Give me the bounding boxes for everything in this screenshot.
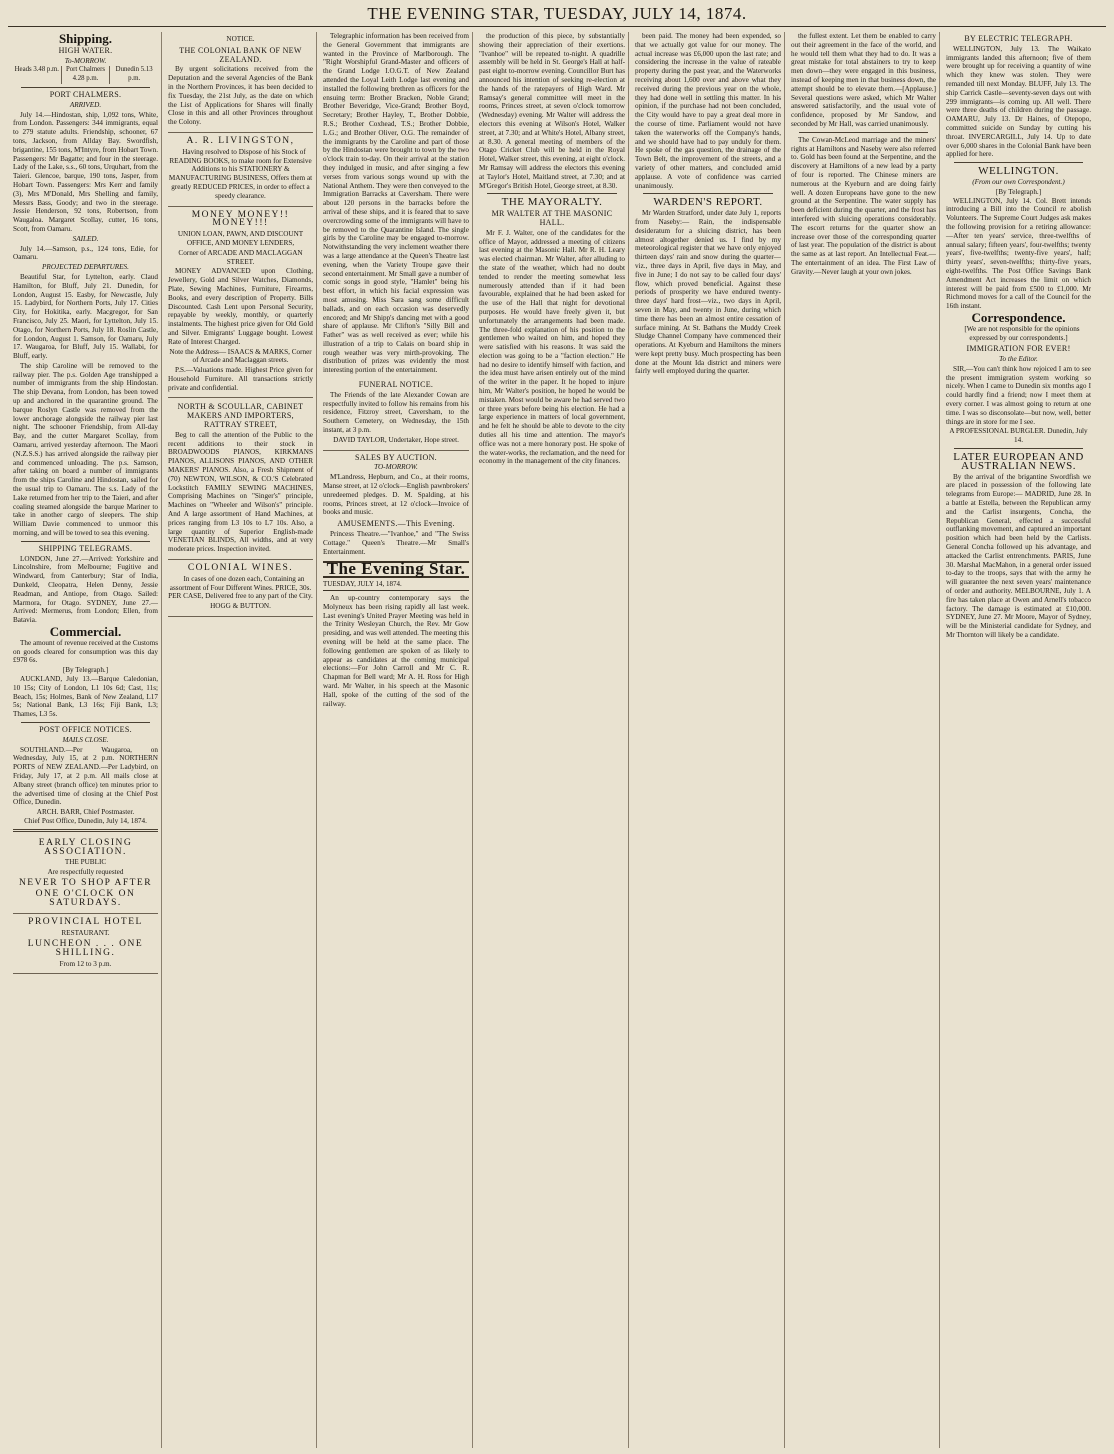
colonial-wines-title: COLONIAL WINES.: [187, 563, 294, 574]
colonial-bank-ad: [168, 32, 313, 133]
wellington-heading: WELLINGTON.: [978, 165, 1059, 178]
column-1: [10, 32, 162, 1448]
correspondence-note: [We are not responsible for the opinions expressed by our correspondents.]: [964, 324, 1080, 342]
wardens-continued: The Cowan-McLeod marriage and the miners' rights at Hamiltons and Naseby were also referred to. Gold has been found at the Serpentine, and the discovery at Hamiltons of a new lead by a party of four is reported. The Chinese miners are numerous at the Kyeburn and are doing fairly well. A dozen Europeans have gone to the new ground at the Serpentine. The water supply has been deficient during the quarter, and the frost has interfered with sluicing operations considerably. The escort returns for the quarter show an increase over those of the corresponding quarter of last year. The population of the district is about the same as at last report. An Intellectual Feat.—The entertainment of an idea. The First Law of Gravity.—Never laugh at your own jokes.: [791, 135, 936, 276]
provincial-hotel-title: PROVINCIAL HOTEL: [28, 917, 143, 928]
column-2: [165, 32, 317, 1448]
correspondence-heading: Correspondence.: [971, 309, 1066, 325]
tide-heads: Heads 3.48 p.m.: [13, 66, 62, 84]
own-correspondent: (From our own Correspondent.): [972, 177, 1065, 186]
mayoralty-continued: been paid. The money had been expended, so that we actually got value for our money. The actual increase was £6,000 upon the last rate; and considering the increase in the value of rateable property during the past year, and the Waterworks receiving about 1,600 over and above what they received during the previous year on the whole, they had done well in settling this matter. In his opinion, if the purchase had not been concluded, the City would have to pay a great deal more in the course of time. Parliament would not have taken the waterworks off the Company's hands, and we should have had to pay unduly for them. He spoke of the gas question, the drainage of the Town Belt, the improvement of the streets, and a variety of other matters, and concluded amid applause. A vote of confidence was carried unanimously.: [635, 32, 781, 190]
column-3: [320, 32, 473, 1448]
ps-text: P.S.—Valuations made. Highest Price given for Household Furniture. All transactions strictly private and confidential.: [168, 366, 313, 392]
north-scoullar-text: Beg to call the attention of the Public to the recent additions to their stock in BROADWOODS PIANOS, KIRKMANS PIANOS, ALLISONS PIANOS, AND OTHER MAKERS' PIANOS. Also, a Fresh Shipment of (70) NEWTON, WILSON, & CO.'S Celebrated Lockstitch FAMILY SEWING MACHINES, Comprising Machines on "Singer's" principle, Machines on "Wheeler and Wilson's" principle. And A large assortment of Hand Machines, at prices ranging from L3 10s to L7 10s. Also, a large quantity of Superior English-made VENETIAN BLINDS, All widths, and at very moderate prices. Inspection invited.: [168, 430, 313, 554]
money-ad: [168, 207, 313, 399]
mayoralty-text: Mr F. J. Walter, one of the candidates for the office of Mayor, addressed a meeting of citizens last evening at the Masonic Hall. Mr R. H. Leary was elected chairman. Mr Walter, after alluding to the state of the weather, which had no doubt tended to render the meeting somewhat less numerously attended than if it had been favourable, explained that he had been asked for the use of the Hall that night for devotional purposes. He would have freely given it, but unfortunately the arrangements had been made. The three-fold explanation of his position to the gentlemen who waited on him, and hoped they were satisfied with his reasons. It was said the election was going to be a "faction election." He had no desire to identify himself with faction, and the idea must have arisen entirely out of the mind of the writer in the paper. It he hoped to injure him, Mr Walter's position, he hoped he would be mistaken. Most would be aware he had served two or three years before being his election. He had a large experience in matters of local government, and he felt he should be able to devote to the city duties all his time and attention. The mayor's office was not a mere honorary post. He spoke of the water-works, the reclamation, and the need for economy in the management of the city finances.: [479, 228, 625, 466]
wellington-text: WELLINGTON, July 14. Col. Brett intends introducing a Bill into the Council re abolish Volunteers. The Supreme Court Judges ask makes the following provision for a retiring allowance:—After ten years' service, three-twelfths of annual salary; fifteen years', four-twelfths; twenty years', five-twelfths; twenty-five years', half; thirty years', seven-twelfths; thirty-five years, eight-twelfths. The Post Office Savings Bank Amendment Act increases the limit on which interest will be paid from £500 to £1,000. Mr Richmond moves for a call of the Council for the 16th instant.: [946, 196, 1091, 311]
wardens-report-text: Mr Warden Stratford, under date July 1, reports from Naseby:— Rain, the indispensable desideratum for a sluicing district, has been almost altogether denied us. I find by my meteorological register that we have only enjoyed thirteen days' rain and snow during the quarter—viz., three days in April, five days in May, and five in June; I do not say to be called four days' flow, which proved beneficial. Against these periods of prosperity we have endured twenty-three days' hard frost—viz., two days in April, seven in May, and twenty in June, during which time there has been an almost entire cessation of surface mining. At St. Bathans the Muddy Creek Sludge Channel Company have commenced their operations. At Kyeburn and Hamiltons the miners were kept pretty busy. Much prospecting has been done at the Mount Ida district and miners were fairly well employed during the quarter.: [635, 209, 781, 376]
commercial-telegram: AUCKLAND, July 13.—Barque Caledonian, 10 15s; City of London, L1 10s 6d; Cast, 11s; Beach, 15s; Holmes, Bank of New Zealand, L17 5s; National Bank, L3 16s; Fiji Bank, L3; Thames, L3 5s.: [13, 674, 158, 719]
notice-label: NOTICE.: [226, 35, 255, 43]
funeral-notice: [323, 376, 469, 451]
divider: [954, 448, 1083, 449]
public-line: THE PUBLIC: [64, 858, 107, 867]
colonial-bank-title: THE COLONIAL BANK OF NEW ZEALAND.: [179, 45, 302, 64]
requested-line: Are respectfully requested: [47, 868, 124, 877]
page-masthead: THE EVENING STAR, TUESDAY, JULY 14, 1874.: [8, 0, 1106, 27]
provincial-hotel-ad: [13, 914, 158, 974]
telegraph-text: WELLINGTON, July 13. The Waikato immigrants landed this afternoon; five of them were brought up for receiving a quantity of wine which they knew was stolen. They were remanded till next Monday. BLUFF, July 13. The ship Carrick Castle—seventy-seven days out with 299 immigrants—is coming up. All well. There were three deaths of children during the passage. OAMARU, July 13. Dr Haines, of Otepopo, committed suicide on Sunday by cutting his throat. INVERCARGILL, July 14. Up to date over 6,000 shares in the Colonial Bank have been applied for here.: [946, 44, 1091, 159]
divider: [954, 162, 1083, 163]
livingston-title: A. R. LIVINGSTON,: [186, 135, 295, 146]
projected-label: PROJECTED DEPARTURES.: [42, 263, 129, 272]
later-news-text: By the arrival of the brigantine Swordfish we are placed in possession of the following late telegrams from Europe:— MADRID, June 28. In a battle at Estella, between the Republican army and the Carlist insurgents, Concha, the Republican General, effected a successful outflanking movement, and captured an important position which had been held by the Carlists. General Concha followed up his advantage, and attacked the Carlist entrenchments. PARIS, June 30. Marshal MacMahon, in a general order issued to-day to the troops, says that with the army he will guarantee the next seven years' maintenance of order and authority. MELBOURNE, July 1. A fire has taken place at Owen and Arnell's tobacco factory. The damage is estimated at £10,000. SYDNEY, June 27. Mr Moore, Mayor of Sydney, will be the Ministerial candidate for Sydney, and Mr Thornton will likely be a candidate.: [946, 472, 1091, 639]
local-news-1: Telegraphic information has been received from the General Government that immigrants are wanted in the Province of Marlborough. The "Right Worshipful Grand-Master and officers of the Grand Lodge I.O.G.T. of New Zealand attended the Loyal Leith Lodge last evening and installed the following brethren as officers for the ensuing term: Brother Bracken, Noble Grand; Brother Beveridge, Vice-Grand; Brother Boyd, Secretary; Brother Hayley, T., Brother Dobbie, R.S.; Brother Coxhead, T.S.; Brother Dobbie, L.G.; and Brother Oliver, O.G. The remainder of the immigrants by the Caroline and part of those by the Hindostan were brought to town by the two o'clock train to-day. On their arrival at the station they indulged in music, and after singing a few verses from various songs wound up with the National Anthem. They were then conveyed to the Immigration Barracks at Caversham. There were about 120 persons in the barracks before the arrival of these ships, and it is feared that to save overcrowding some of the immigrants will have to be removed to the Quarantine Island. The single girls by the Caroline may be engaged to-morrow. Notwithstanding the very inclement weather there was a large attendance at the Queen's Theatre last evening, when the Variety Troupe gave their second entertainment. Mr Small gave a number of comic songs in good style, "Hamlet" being his best effort, in which his facial expression was most amusing. Miss Sara sang some difficult ballads, and on each occasion was deservedly encored; and Mr Shipp's dancing met with a good share of applause. Mr Clifton's "Silly Bill and Father" was as well received as ever; while his illustration of a trip to Calais on board ship in rough weather was very mirth-provoking. The distribution of prizes was evidently the most interesting portion of the entertainment.: [323, 32, 469, 375]
column-4: [476, 32, 629, 1448]
livingston-text: Having resolved to Dispose of his Stock of READING BOOKS, to make room for Extensive Additions to his STATIONERY & MANUFACTURING BUSINESS, Offers them at greatly REDUCED PRICES, in order to effect a speedy clearance.: [168, 147, 313, 200]
colonial-wines-text: In cases of one dozen each, Containing an assortment of Four Different Wines. PRICE, 30s. PER CASE, Delivered free to any part of the City.: [168, 574, 313, 601]
shipping-telegrams-heading: SHIPPING TELEGRAMS.: [38, 543, 133, 553]
union-loan-line: UNION LOAN, PAWN, AND DISCOUNT OFFICE, AND MONEY LENDERS,: [177, 230, 304, 247]
divider: [21, 541, 150, 542]
walter-continued: the fullest extent. Let them be enabled to carry out their agreement in the face of the world, and he would tell them what they had to do. It was a great mistake for total abstainers to try to keep men down—they were engaged in this business, instead of keeping men in that business down, the attempt should be to elevate them.—[Applause.] Several questions were asked, which Mr Walter answered satisfactorily, and the usual vote of confidence, proposed by Mr Sandow, and seconded by Mr Hall, was carried unanimously.: [791, 32, 936, 128]
dateline: [323, 580, 469, 591]
corner-line: Corner of ARCADE AND MACLAGGAN STREET.: [178, 248, 303, 266]
early-closing-title: EARLY CLOSING ASSOCIATION.: [38, 837, 133, 857]
hours-line: From 12 to 3 p.m.: [59, 959, 112, 968]
arrived-label: ARRIVED.: [69, 100, 102, 109]
local-news-2: An up-country contemporary says the Molyneux has been rising rapidly all last week. Last evening's United Prayer Meeting was held in the Trinity Wesleyan Church, the Rev. Mr Gow presiding, and was well attended. The meeting this evening will be held at the same place. The following gentlemen are spoken of as likely to appear as candidates at the coming municipal elections:—For John Carroll and Mr C. R. Chapman for Bell ward; Mr A. H. Ross for High ward. Mr Walter, in his speech at the Masonic Hall, spoke of the cutting of the sod of the railway.: [323, 594, 469, 708]
arrived-text: July 14.—Hindostan, ship, 1,092 tons, White, from London. Passengers: 344 immigrants, equal to 279 statute adults. Friendship, schooner, 67 tons, Jackson, from Allday Bay. Swordfish, brigantine, 155 tons, M'Intyre, from Hobart Town. Passengers: Mr Bagatte; and four in the steerage. Lady of the Lake, s.s., 60 tons, Urquhart, from the Taieri. Glencoe, barque, 190 tons, Jasper, from Hobart Town. Passengers: Mrs Kerr and family (3), Mrs M'Donald, Mrs Shelling and family, Messrs Bass, Goody; and two in the steerage. Jessie Henderson, 92 tons, Robertson, from Waugaloa. Margaret Scollay, cutter, 16 tons, Scott, from Oamaru.: [13, 110, 158, 233]
early-closing-ad: [13, 835, 158, 915]
immigration-heading: IMMIGRATION FOR EVER!: [966, 344, 1071, 354]
shipping-news: The ship Caroline will be removed to the railway pier. The p.s. Golden Age transhipped a number of immigrants from the ship Hindostan. The ship Devana, from London, has been towed up and anchored in the quarantine ground. The barque Roslyn Castle was removed from the lower anchorage alongside the railway pier last night. The schooner Friendship, from All-day Bay, and the cutter Margaret Scollay, from Oamaru, arrived yesterday afternoon. The Maori (N.Z.S.S.) has arrived alongside the railway pier and commenced unloading. The p.s. Samson, after taking on board a number of immigrants from the ships Caroline and Hindostan, sailed for the usual trip to Oamaru. The s.s. Lady of the Lake returned from her trip to the Taieri, and after coaling steamed alongside the barque Mariner to take in another cargo of sleepers. The ship William Davie commenced to unmoor this morning, and will be towed to sea this evening.: [13, 361, 158, 538]
masonic-hall-subheading: MR WALTER AT THE MASONIC HALL.: [491, 209, 613, 227]
undertaker-line: DAVID TAYLOR, Undertaker, Hope street.: [333, 435, 459, 444]
divider: [799, 132, 928, 133]
projected-text: Beautiful Star, for Lyttelton, early. Claud Hamilton, for Bluff, July 21. Dunedin, for London, August 15. Easby, for Newcastle, July 15. Ladybird, for Northern Ports, July 17. Cities City, for Hokitika, early. Macgregor, for San Francisco, July 25. Maori, for Lyttelton, July 15. Otago, for Northern Ports, July 18. Roslin Castle, for London, August 1. Samson, for Oamaru, July 17. Waugaroa, for Bluff, July 15. Wallabi, for Bluff, early.: [13, 272, 158, 361]
amusements-heading: AMUSEMENTS.—This Evening.: [337, 519, 455, 529]
column-7: [943, 32, 1094, 1448]
local-news-3: the production of this piece, by substantially showing their appreciation of their exertions. "Ivanhoe" will be repeated to-night. A quadrille assembly will be held in St. George's Hall at half-past eight to-morrow evening. Councillor Burt has announced his intention of seeking re-election at the hands of the ratepayers of High Ward. Mr Ramsay's general committee will meet in the rooms, Princes street, at seven o'clock tomorrow (Wednesday) evening. Mr Walter will address the electors this evening at Wilson's Hotel, Walker street, at 7.30; and at White's Hotel, Albany street, at 8.30. A general meeting of members of the Otago Cricket Club will be held in the Royal Hotel, Walker street, this evening, at eight o'clock. Mr Ramsay will address the electors this evening at Taylor's Hotel, Maitland street, at 7.30; and at M'Gregor's British Hotel, George street, at 8.30.: [479, 32, 625, 190]
hogg-button-line: HOGG & BUTTON.: [210, 602, 271, 611]
commercial-text: The amount of revenue received at the Customs on goods cleared for consumption was this day £978 6s.: [13, 638, 158, 665]
divider: [21, 87, 150, 88]
funeral-heading: FUNERAL NOTICE.: [358, 380, 434, 390]
never-shop-line: NEVER TO SHOP AFTER: [18, 877, 153, 888]
tide-table: [13, 66, 158, 84]
commercial-heading: Commercial.: [49, 624, 122, 639]
sailed-text: July 14.—Samson, p.s., 124 tons, Edie, for Oamaru.: [13, 244, 158, 262]
evening-star-flag: The Evening Star.: [323, 561, 469, 578]
mails-close-label: MAILS CLOSE.: [62, 735, 109, 744]
postmaster-signature: ARCH. BARR, Chief Postmaster.: [36, 808, 135, 817]
north-scoullar-title: NORTH & SCOULLAR, CABINET MAKERS AND IMPORTERS, RATTRAY STREET,: [177, 402, 304, 430]
restaurant-line: RESTAURANT.: [61, 929, 110, 938]
divider: [487, 193, 617, 194]
livingston-ad: [168, 133, 313, 207]
saturdays-line: ONE O'CLOCK ON SATURDAYS.: [35, 888, 136, 908]
dateline-date: TUESDAY, JULY 14, 1874.: [323, 580, 402, 589]
letter-signature: A PROFESSIONAL BURGLER. Dunedin, July 14.: [949, 427, 1088, 445]
shipping-heading: Shipping.: [58, 32, 113, 46]
port-heading: PORT CHALMERS.: [49, 89, 122, 99]
mayoralty-heading: THE MAYORALTY.: [501, 196, 603, 209]
sailed-label: SAILED.: [72, 234, 99, 243]
sales-heading: SALES BY AUCTION.: [355, 452, 437, 462]
post-office-date: Chief Post Office, Dunedin, July 14, 1874.: [24, 816, 147, 825]
sales-tomorrow: TO-MORROW.: [374, 463, 418, 472]
tide-dunedin: Dunedin 5.13 p.m.: [115, 66, 153, 83]
shipping-telegrams-text: LONDON, June 27.—Arrived: Yorkshire and Lincolnshire, from Melbourne; Fugitive and Windward, from Canterbury; Star of India, Dunkeld, Cleopatra, Helen Denny, Jessie Readman, and Antiope, from Otago. Sailed: Marmora, for Otago. SYDNEY, June 27.—Arrived: Mermerus, from London; Ellen, from Batavia.: [13, 554, 158, 625]
isaacs-marks-line: Note the Address— ISAACS & MARKS, Corner of Arcade and Maclaggan streets.: [169, 347, 312, 365]
luncheon-line: LUNCHEON . . . ONE SHILLING.: [27, 938, 144, 958]
by-telegraph-2: [By Telegraph.]: [995, 187, 1042, 196]
money-title: MONEY MONEY!! MONEY!!!: [191, 209, 290, 229]
colonial-wines-ad: [168, 560, 313, 617]
money-text: MONEY ADVANCED upon Clothing, Jewellery, Gold and Silver Watches, Diamonds, Plate, Sewing Machines, Furniture, Firearms, Books, and every description of Property. Bills Discounted. Cash Lent upon Personal Security, repayable by weekly, monthly, or quarterly instalments. The highest price given for Old Gold and Silver. Emigrants' Luggage bought. Lowest Rate of Interest Charged.: [168, 267, 313, 346]
ad-divider: [13, 829, 158, 832]
sales-text: M'Landress, Hepburn, and Co., at their rooms, Manse street, at 12 o'clock—English pawnbrokers' unredeemed pledges. D. M. Spalding, at his rooms, Princes street, at 12 o'clock—Invoice of books and music.: [323, 473, 469, 517]
high-water-heading: HIGH WATER.: [58, 45, 113, 55]
columns: [0, 27, 1114, 1448]
funeral-text: The Friends of the late Alexander Cowan are respectfully invited to follow his remains from his residence, Fitzroy street, Caversham, to the Southern Cemetery, on Wednesday, the 15th instant, at 3 p.m.: [323, 390, 469, 435]
north-scoullar-ad: [168, 398, 313, 560]
later-news-heading: LATER EUROPEAN AND AUSTRALIAN NEWS.: [953, 451, 1084, 472]
tomorrow-label: To-MORROW.: [64, 56, 107, 65]
column-5: [632, 32, 785, 1448]
colonial-bank-text: By urgent solicitations received from the Deputation and the several Agencies of the Bank in the Northern Provinces, it has been decided to fix Tuesday, the 21st July, as the date on which the List of Applications for Shares will finally Close in this and all other Provinces throughout the Colony.: [168, 65, 313, 127]
tide-port-chalmers: Port Chalmers 4.28 p.m.: [62, 66, 111, 84]
post-office-text: SOUTHLAND.—Per Waugaroa, on Wednesday, July 15, at 2 p.m. NORTHERN PORTS of NEW ZEALAND.—Per Ladybird, on Friday, July 17, at 2 p.m. All mails close at Albany street (branch office) ten minutes prior to the advertised time of closing at the Chief Post Office, Dunedin.: [13, 745, 158, 807]
amusements-text: Princess Theatre.—"Ivanhoe," and "The Swiss Cottage." Queen's Theatre.—Mr Small's Entertainment.: [323, 530, 469, 556]
wardens-report-heading: WARDEN'S REPORT.: [653, 196, 763, 209]
to-editor: To the Editor.: [999, 355, 1038, 364]
divider: [643, 193, 773, 194]
column-6: [788, 32, 940, 1448]
immigration-letter: SIR,—You can't think how rejoiced I am to see the present immigration system working so nicely. When I came to Dunedin six months ago I could hardly find a friend; now I meet them at every corner. I was almost going to return at one time. I was so disconsolate—but now, well, better things are in store for me I see.: [946, 364, 1091, 426]
divider: [21, 722, 150, 723]
post-office-heading: POST OFFICE NOTICES.: [39, 724, 132, 734]
by-telegraph: [By Telegraph.]: [62, 666, 109, 675]
electric-telegraph-heading: BY ELECTRIC TELEGRAPH.: [964, 34, 1073, 43]
